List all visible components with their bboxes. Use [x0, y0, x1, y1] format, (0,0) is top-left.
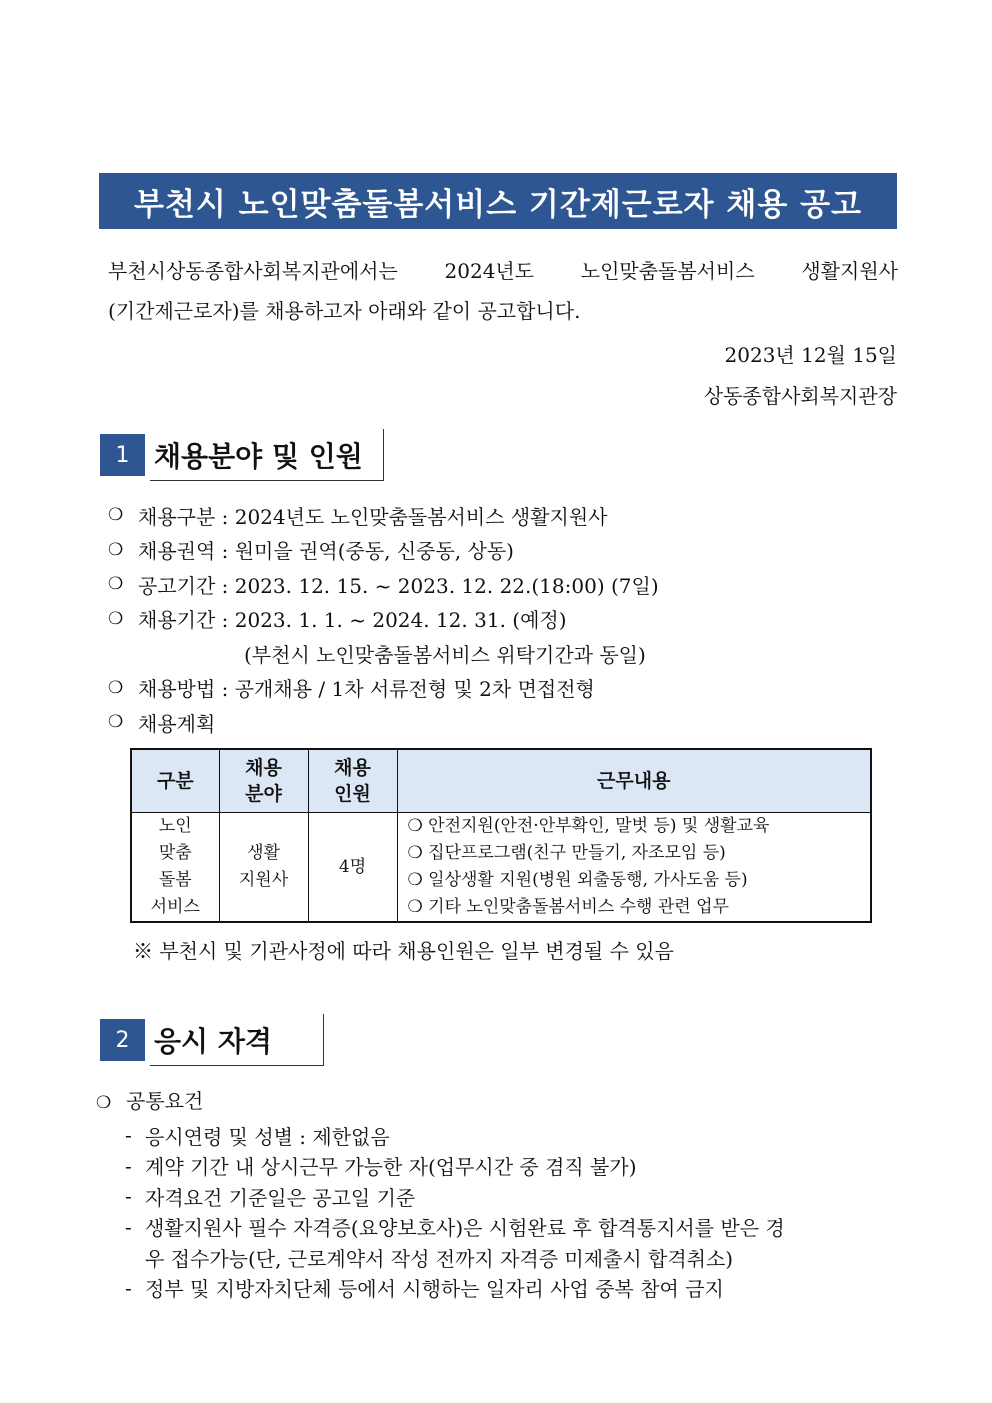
- cell-count: 4명: [308, 813, 397, 923]
- cell-field: 생활 지원사: [219, 813, 308, 923]
- section-1-title: 채용분야 및 인원: [150, 429, 384, 481]
- circle-bullet-icon: ❍: [108, 608, 124, 629]
- list-item: ❍ 공고기간 : 2023. 12. 15. ~ 2023. 12. 22.(18:00) (7일): [108, 573, 659, 598]
- recruitment-items: [108, 498, 659, 740]
- circle-bullet-icon: ❍: [108, 677, 124, 698]
- recruitment-plan-table: [130, 748, 872, 923]
- list-item-continuation: (부천시 노인맞춤돌봄서비스 위탁기간과 동일): [244, 642, 646, 667]
- section-1-header: [100, 429, 384, 481]
- list-item: ❍ 채용기간 : 2023. 1. 1. ~ 2024. 12. 31. (예정): [108, 608, 567, 633]
- issuer: 상동종합사회복지관장: [703, 384, 897, 408]
- cell-duties: ❍ 안전지원(안전·안부확인, 말벗 등) 및 생활교육 ❍ 집단프로그램(친구 만들기, 자조모임 등) ❍ 일상생활 지원(병원 외출동행, 가사도움 등) ❍ 기타 노인맞춤돌봄서비스 수행 관련 업무: [397, 813, 871, 923]
- circle-bullet-icon: ❍: [96, 1093, 112, 1113]
- list-item: - 계약 기간 내 상시근무 가능한 자(업무시간 중 겸직 불가): [125, 1153, 637, 1180]
- header-count: 채용 인원: [308, 749, 397, 813]
- circle-bullet-icon: ❍: [108, 712, 124, 733]
- list-item: - 정부 및 지방자치단체 등에서 시행하는 일자리 사업 중복 참여 금지: [125, 1275, 724, 1302]
- intro-line-2: (기간제근로자)를 채용하고자 아래와 같이 공고합니다.: [108, 299, 581, 323]
- section-1-number: 1: [100, 434, 145, 476]
- list-item: - 응시연령 및 성별 : 제한없음: [125, 1123, 390, 1149]
- header-category: 구분: [131, 749, 219, 813]
- table-header-row: [131, 749, 871, 813]
- header-field: 채용 분야: [219, 749, 308, 813]
- common-requirements-heading: ❍ 공통요건: [96, 1089, 204, 1113]
- section-2-number: 2: [100, 1019, 145, 1061]
- requirements-list: [125, 1120, 897, 1303]
- list-item: ❍ 채용구분 : 2024년도 노인맞춤돌봄서비스 생활지원사: [108, 504, 608, 529]
- list-item: - 자격요건 기준일은 공고일 기준: [125, 1184, 416, 1210]
- circle-bullet-icon: ❍: [108, 505, 124, 526]
- circle-bullet-icon: ❍: [108, 539, 124, 560]
- header-duties: 근무내용: [397, 749, 871, 813]
- cell-category: 노인 맞춤 돌봄 서비스: [131, 813, 219, 923]
- list-item-continuation: 우 접수가능(단, 근로계약서 작성 전까지 자격증 미제출시 합격취소): [145, 1246, 734, 1271]
- intro-line-1: 부천시상동종합사회복지관에서는 2024년도 노인맞춤돌봄서비스 생활지원사: [108, 259, 898, 283]
- list-item: - 생활지원사 필수 자격증(요양보호사)은 시험완료 후 합격통지서를 받은 경: [125, 1214, 785, 1241]
- intro-paragraph: [108, 251, 898, 331]
- staffing-note: ※ 부천시 및 기관사정에 따라 채용인원은 일부 변경될 수 있음: [133, 939, 674, 963]
- list-item: ❍ 채용방법 : 공개채용 / 1차 서류전형 및 2차 면접전형: [108, 677, 595, 702]
- list-item: ❍ 채용계획: [108, 711, 216, 736]
- list-item: ❍ 채용권역 : 원미을 권역(중동, 신중동, 상동): [108, 539, 514, 564]
- section-2-header: [100, 1014, 324, 1066]
- announcement-date: 2023년 12월 15일: [724, 343, 897, 367]
- circle-bullet-icon: ❍: [108, 574, 124, 595]
- page-title: 부천시 노인맞춤돌봄서비스 기간제근로자 채용 공고: [99, 173, 897, 229]
- section-2-title: 응시 자격: [150, 1014, 324, 1066]
- table-row: [131, 813, 871, 923]
